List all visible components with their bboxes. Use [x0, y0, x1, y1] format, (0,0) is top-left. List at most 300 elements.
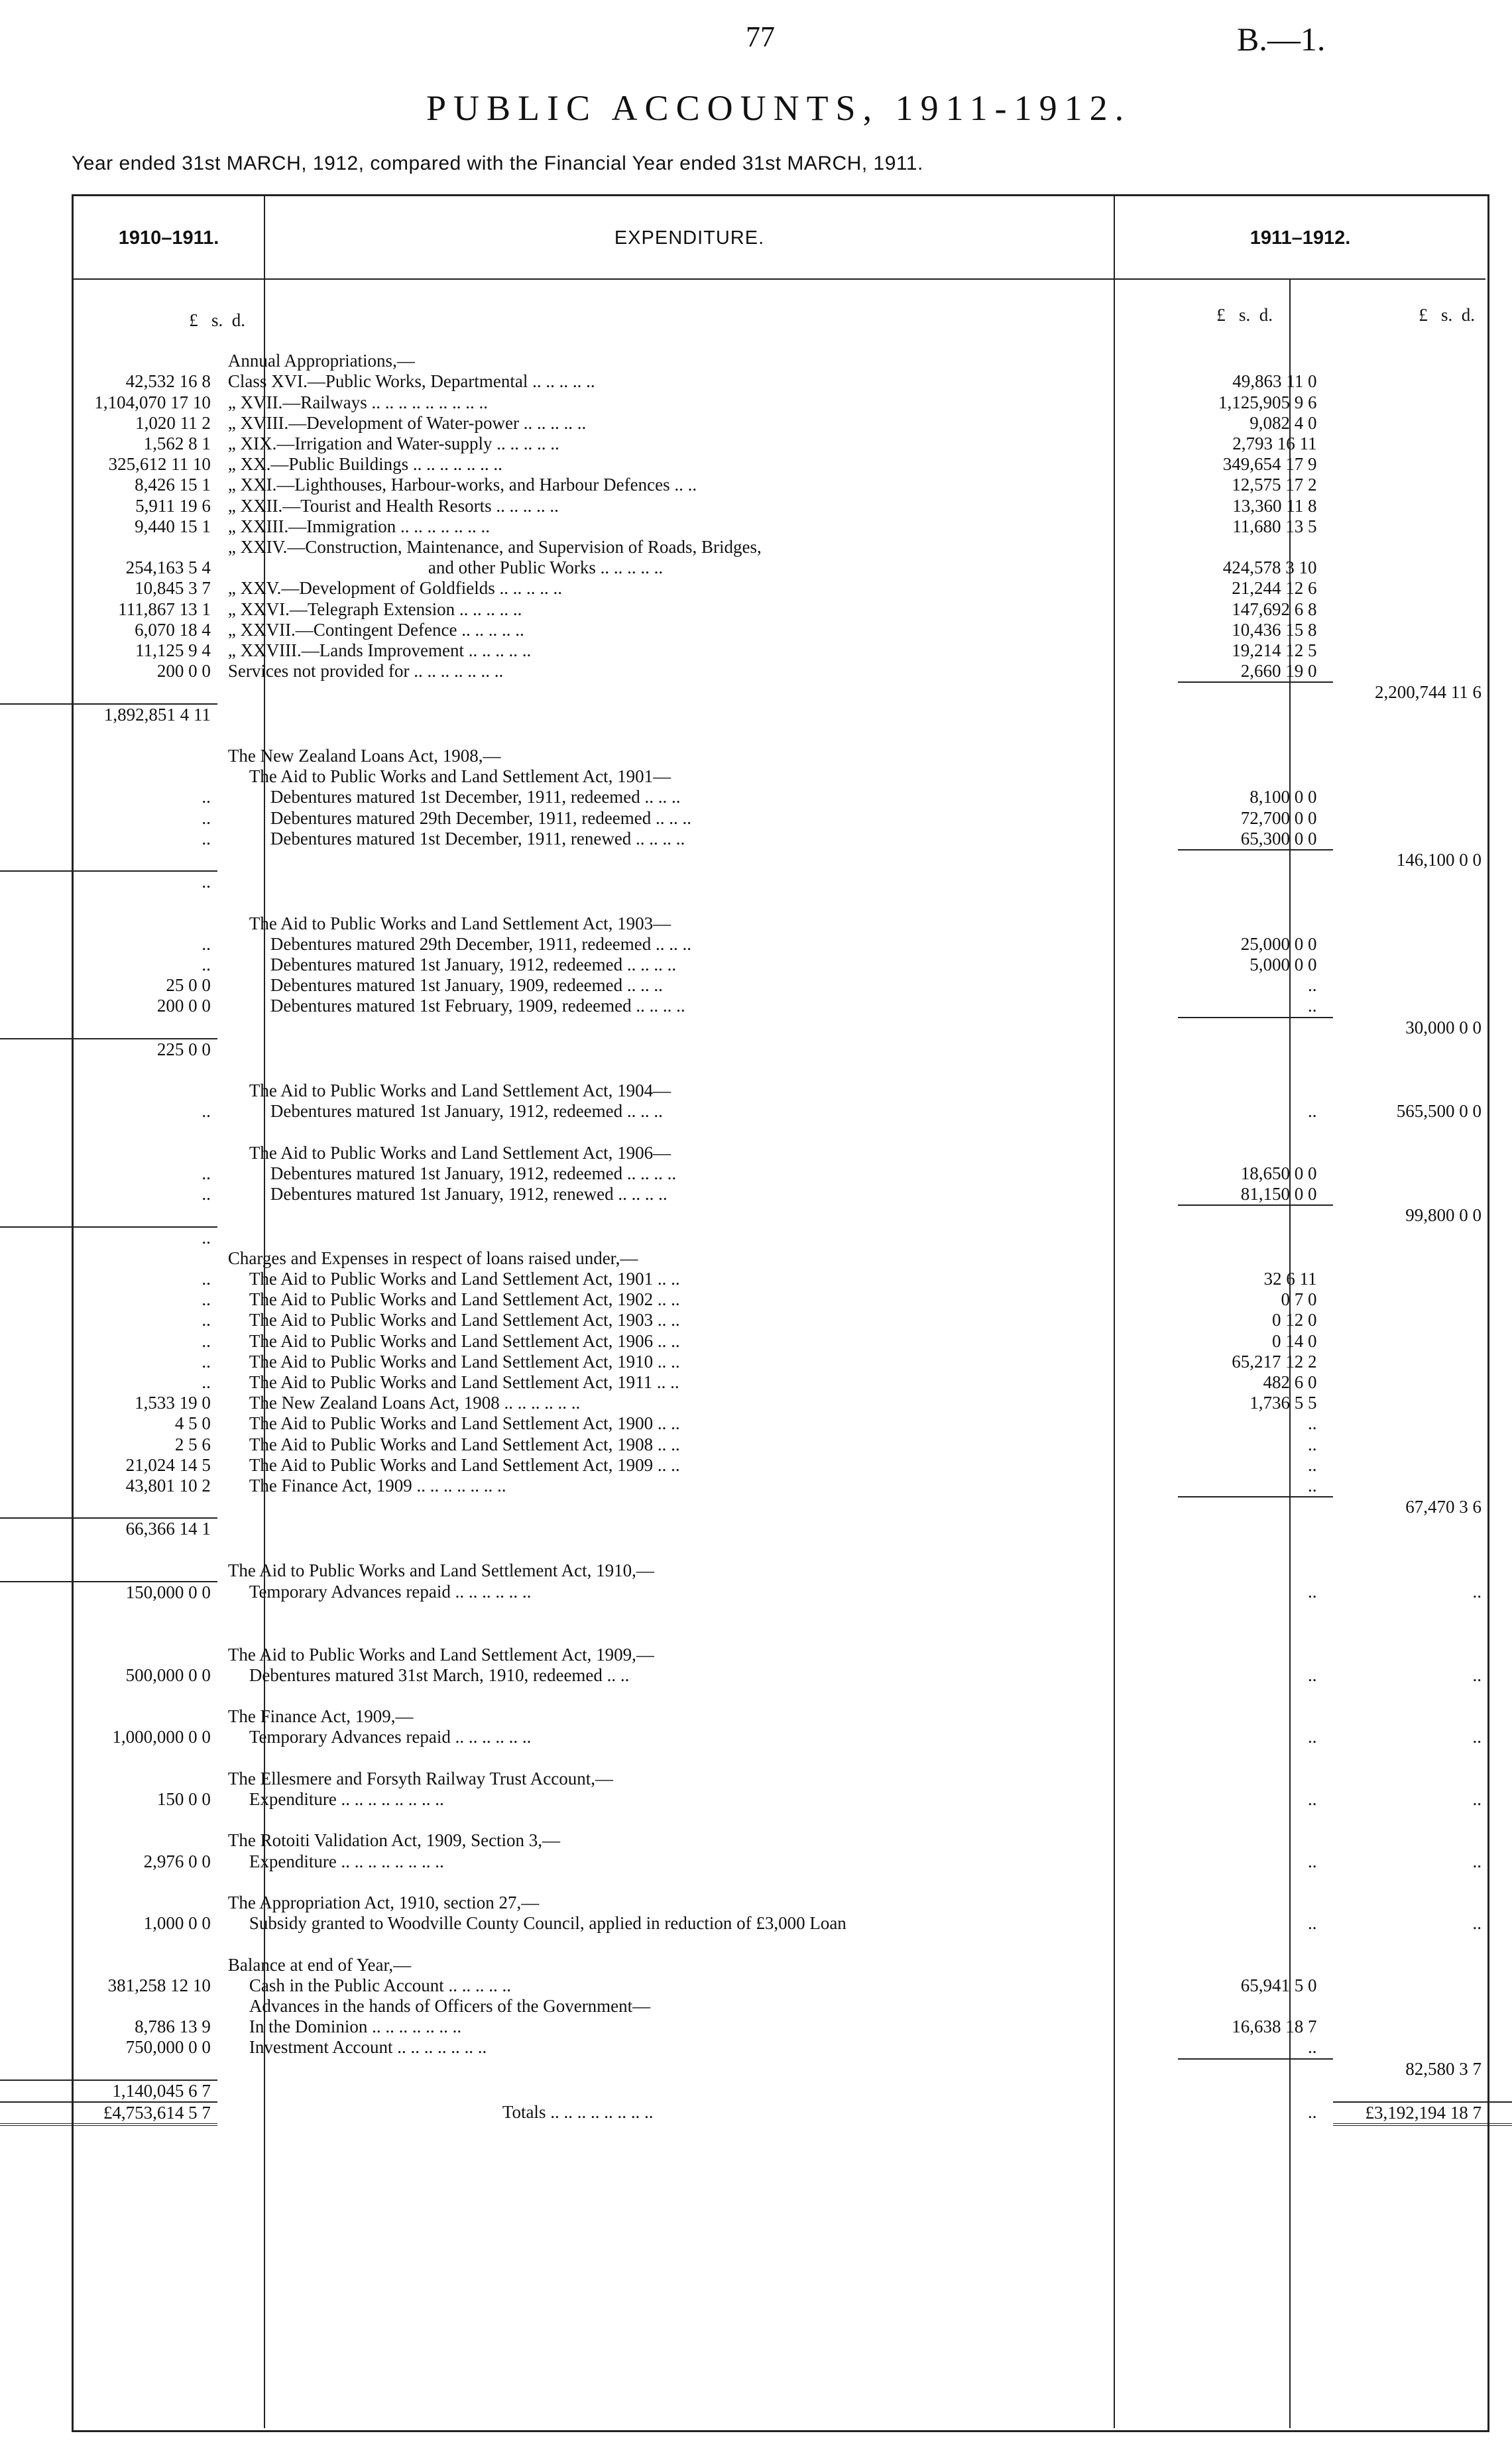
prev-year-amount: ..	[202, 1289, 211, 1310]
current-subtotal: 25,000 0 0	[1240, 933, 1317, 954]
expenditure-item: Debentures matured 1st January, 1912, redeemed .. .. .. ..	[270, 1163, 677, 1183]
current-total	[1333, 1122, 1512, 1143]
current-subtotal	[1178, 1081, 1332, 1101]
ledger-row	[0, 682, 1512, 703]
ledger-row	[0, 1830, 1512, 1851]
expenditure-item: The Finance Act, 1909 .. .. .. .. .. .. ..	[249, 1476, 506, 1496]
prev-year-amount	[0, 1872, 217, 1893]
current-subtotal: 21,244 12 6	[1232, 578, 1317, 599]
current-total	[1333, 599, 1512, 620]
prev-year-amount: 254,163 5 4	[125, 557, 211, 578]
current-subtotal	[1178, 2059, 1332, 2080]
current-subtotal: 2,793 16 11	[1232, 434, 1317, 453]
expenditure-item	[217, 1540, 1178, 1560]
prev-year-amount	[0, 1560, 217, 1582]
expenditure-item: Balance at end of Year,—	[227, 1954, 412, 1975]
prev-year-amount: £4,753,614 5 7	[0, 2102, 217, 2125]
prev-year-amount: ..	[202, 1372, 211, 1393]
ledger-row	[0, 1789, 1512, 1810]
current-subtotal: 11,680 13 5	[1232, 516, 1317, 536]
current-total	[1333, 557, 1512, 578]
current-total: ..	[1472, 1851, 1482, 1871]
expenditure-item: The Aid to Public Works and Land Settlement Act, 1910 .. ..	[249, 1351, 680, 1372]
prev-year-amount	[0, 746, 217, 766]
expenditure-item: Investment Account .. .. .. .. .. .. ..	[249, 2037, 487, 2058]
current-subtotal	[1178, 1497, 1332, 1518]
current-total	[1333, 1455, 1512, 1476]
prev-year-amount	[0, 1996, 217, 2017]
ledger-row	[0, 1934, 1512, 1954]
ledger-row	[0, 516, 1512, 537]
prev-year-amount: 5,911 19 6	[135, 495, 211, 516]
expenditure-item: Debentures matured 29th December, 1911, redeemed .. .. ..	[270, 933, 692, 954]
prev-year-amount: 1,562 8 1	[143, 434, 211, 453]
ledger-row	[0, 787, 1512, 807]
prev-year-amount: 1,000 0 0	[143, 1913, 211, 1934]
prev-year-amount: 9,440 15 1	[135, 516, 211, 536]
expenditure-item	[217, 704, 1178, 725]
current-total	[1333, 1603, 1512, 1623]
prev-year-amount: 11,125 9 4	[135, 640, 211, 661]
current-subtotal: ..	[1308, 1913, 1317, 1934]
expenditure-item: The Aid to Public Works and Land Settlement Act, 1906 .. ..	[249, 1330, 680, 1351]
ledger-row	[0, 661, 1512, 682]
prev-year-amount: ..	[202, 1163, 211, 1183]
prev-year-amount	[0, 1603, 217, 1623]
page-number: 77	[746, 21, 775, 53]
ledger-row	[0, 850, 1512, 871]
expenditure-item	[217, 1934, 1178, 1954]
prev-year-amount: 325,612 11 10	[108, 454, 211, 475]
expenditure-item: The Aid to Public Works and Land Settlement Act, 1903—	[249, 913, 671, 933]
current-subtotal: 81,150 0 0	[1240, 1184, 1317, 1204]
expenditure-item: The Aid to Public Works and Land Settlement Act, 1902 .. ..	[249, 1289, 680, 1310]
current-subtotal: 0 14 0	[1272, 1330, 1317, 1351]
current-total	[1333, 1934, 1512, 1954]
current-total: 146,100 0 0	[1396, 850, 1482, 870]
prev-year-amount: 10,845 3 7	[135, 578, 211, 599]
ledger-row	[0, 1727, 1512, 1747]
current-subtotal: 482 6 0	[1263, 1372, 1317, 1393]
prev-year-amount	[0, 1081, 217, 1101]
current-subtotal: ..	[1308, 1582, 1317, 1602]
ledger-row	[0, 1143, 1512, 1163]
current-total: 82,580 3 7	[1405, 2058, 1482, 2079]
current-total	[1333, 1686, 1512, 1706]
prev-year-amount: 1,000,000 0 0	[112, 1727, 211, 1747]
current-total	[1333, 1560, 1512, 1582]
current-total	[1333, 2037, 1512, 2058]
ledger-row	[0, 1913, 1512, 1934]
prev-year-amount	[0, 1623, 217, 1644]
current-total: £3,192,194 18 7	[1333, 2102, 1512, 2125]
prev-year-amount: 42,532 16 8	[125, 371, 211, 392]
ledger-row	[0, 496, 1512, 516]
ledger-row	[0, 996, 1512, 1017]
ledger-row	[0, 413, 1512, 434]
ledger-row	[0, 371, 1512, 392]
ledger-row	[0, 2037, 1512, 2058]
current-total: ..	[1472, 1582, 1482, 1602]
prev-year-amount	[0, 1769, 217, 1789]
expenditure-item: The Aid to Public Works and Land Settlement Act, 1901—	[249, 766, 671, 787]
expenditure-item: The Appropriation Act, 1910, section 27,—	[227, 1892, 540, 1912]
current-total	[1333, 746, 1512, 766]
ledger-row	[0, 2059, 1512, 2080]
current-total	[1333, 620, 1512, 640]
prev-year-amount: 43,801 10 2	[125, 1476, 211, 1496]
expenditure-item	[217, 2080, 1178, 2102]
current-total	[1333, 640, 1512, 661]
current-subtotal	[1178, 1227, 1332, 1248]
current-subtotal	[1178, 330, 1332, 351]
prev-year-amount	[0, 1955, 217, 1975]
prev-year-amount: 500,000 0 0	[125, 1665, 211, 1685]
current-subtotal	[1178, 1955, 1332, 1975]
prev-year-amount: 200 0 0	[156, 996, 211, 1016]
current-total	[1333, 975, 1512, 996]
page-subtitle: Year ended 31st MARCH, 1912, compared with the Financial Year ended 31st MARCH, 1911.	[72, 152, 923, 174]
expenditure-item: Annual Appropriations,—	[227, 351, 415, 371]
current-subtotal	[1178, 1893, 1332, 1913]
currency-header-prev: £ s. d.	[189, 310, 245, 330]
ledger-row	[0, 1665, 1512, 1686]
current-subtotal	[1178, 913, 1332, 934]
current-subtotal: 49,863 11 0	[1232, 371, 1317, 392]
ledger-row	[0, 1289, 1512, 1310]
current-subtotal	[1178, 1518, 1332, 1539]
current-subtotal	[1178, 1018, 1332, 1039]
prev-year-amount: 1,892,851 4 11	[0, 704, 217, 725]
current-total	[1333, 371, 1512, 392]
expenditure-item: Debentures matured 1st January, 1912, redeemed .. .. ..	[270, 1101, 663, 1122]
expenditure-item: The Ellesmere and Forsyth Railway Trust Account,—	[227, 1768, 614, 1788]
prev-year-amount: ..	[202, 1101, 211, 1122]
current-subtotal: 1,125,905 9 6	[1218, 392, 1317, 412]
current-subtotal: ..	[1308, 1851, 1317, 1871]
ledger-row	[0, 1540, 1512, 1560]
expenditure-item	[217, 1603, 1178, 1623]
prev-year-amount	[0, 1018, 217, 1039]
prev-year-amount: 1,104,070 17 10	[94, 392, 211, 412]
current-subtotal: 424,578 3 10	[1222, 557, 1317, 578]
expenditure-item: Cash in the Public Account .. .. .. .. ..	[249, 1975, 512, 1995]
current-total	[1333, 1352, 1512, 1372]
ledger-row	[0, 599, 1512, 620]
current-subtotal	[1178, 1748, 1332, 1769]
current-total	[1333, 1518, 1512, 1539]
current-total: 99,800 0 0	[1405, 1205, 1482, 1226]
current-subtotal	[1178, 1830, 1332, 1851]
prev-year-amount: ..	[202, 1310, 211, 1330]
current-total	[1333, 955, 1512, 975]
prev-year-amount: 381,258 12 10	[107, 1975, 211, 1995]
current-subtotal	[1178, 1934, 1332, 1954]
expenditure-item: Debentures matured 29th December, 1911, redeemed .. .. ..	[270, 807, 692, 828]
ledger-row	[0, 1352, 1512, 1372]
expenditure-item: In the Dominion .. .. .. .. .. .. ..	[249, 2017, 462, 2037]
prev-year-amount	[0, 1810, 217, 1830]
column-header-curr-year: 1911–1912.	[1250, 227, 1351, 249]
current-total	[1333, 1872, 1512, 1893]
expenditure-item	[217, 1205, 1178, 1226]
expenditure-item: Charges and Expenses in respect of loans raised under,—	[227, 1248, 638, 1268]
expenditure-item	[217, 1686, 1178, 1706]
prev-year-amount	[0, 351, 217, 371]
current-subtotal	[1178, 892, 1332, 913]
ledger-row	[0, 1955, 1512, 1975]
ledger-row	[0, 725, 1512, 746]
ledger-row	[0, 1018, 1512, 1039]
expenditure-item: „ XXVIII.—Lands Improvement .. .. .. .. ..	[227, 640, 532, 661]
prev-year-amount: ..	[0, 1227, 217, 1248]
prev-year-amount: 1,020 11 2	[135, 412, 211, 433]
ledger-row	[0, 578, 1512, 599]
expenditure-item: The Aid to Public Works and Land Settlement Act, 1911 .. ..	[249, 1372, 679, 1393]
prev-year-amount	[0, 1143, 217, 1163]
expenditure-item	[217, 892, 1178, 913]
current-total	[1333, 1955, 1512, 1975]
currency-header-sub: £ s. d.	[1216, 305, 1273, 325]
ledger-row	[0, 1603, 1512, 1623]
expenditure-item: The Finance Act, 1909,—	[227, 1706, 414, 1727]
expenditure-item: „ XXIII.—Immigration .. .. .. .. .. .. ..	[227, 516, 491, 536]
ledger-row	[0, 620, 1512, 640]
current-subtotal: 1,736 5 5	[1250, 1393, 1317, 1413]
prev-year-amount: ..	[202, 787, 211, 807]
expenditure-item: „ XXIV.—Construction, Maintenance, and Supervision of Roads, Bridges,	[227, 537, 762, 557]
expenditure-item: Debentures matured 1st December, 1911, redeemed .. .. ..	[270, 787, 681, 807]
current-subtotal	[1178, 766, 1332, 787]
prev-year-amount: 1,140,045 6 7	[0, 2080, 217, 2102]
expenditure-item: „ XXII.—Tourist and Health Resorts .. .. .. .. ..	[227, 495, 559, 516]
expenditure-item: „ XVII.—Railways .. .. .. .. .. .. .. .. ..	[227, 392, 489, 412]
current-subtotal: 65,217 12 2	[1232, 1351, 1317, 1372]
expenditure-item: Class XVI.—Public Works, Departmental .. .. .. .. ..	[227, 371, 595, 392]
current-total	[1333, 1248, 1512, 1269]
current-total	[1333, 475, 1512, 495]
current-total	[1333, 1310, 1512, 1330]
ledger-row	[0, 871, 1512, 892]
current-total	[1333, 1289, 1512, 1310]
prev-year-amount	[0, 1893, 217, 1913]
ledger-row	[0, 454, 1512, 475]
expenditure-item: The New Zealand Loans Act, 1908,—	[227, 746, 501, 766]
prev-year-amount	[0, 537, 217, 557]
expenditure-item: Advances in the hands of Officers of the Government—	[249, 1995, 651, 2016]
ledger-row	[0, 1872, 1512, 1893]
ledger-row	[0, 434, 1512, 454]
expenditure-item	[217, 1518, 1178, 1539]
expenditure-item	[217, 1748, 1178, 1769]
current-subtotal: 16,638 18 7	[1232, 2017, 1317, 2037]
current-subtotal	[1178, 1623, 1332, 1644]
ledger-row	[0, 1413, 1512, 1434]
ledger-row	[0, 1248, 1512, 1269]
ledger-row	[0, 1455, 1512, 1476]
ledger-row	[0, 1081, 1512, 1101]
prev-year-amount: 225 0 0	[0, 1039, 217, 1060]
expenditure-item: Debentures matured 1st January, 1912, redeemed .. .. .. ..	[270, 955, 677, 975]
expenditure-item	[217, 1623, 1178, 1644]
current-total	[1333, 1769, 1512, 1789]
prev-year-amount: 200 0 0	[156, 661, 211, 681]
current-subtotal: 19,214 12 5	[1232, 640, 1317, 661]
current-subtotal	[1178, 1645, 1332, 1665]
prev-year-amount: 4 5 0	[174, 1413, 211, 1434]
current-total	[1333, 871, 1512, 892]
prev-year-amount: 25 0 0	[166, 975, 211, 996]
expenditure-item: The Aid to Public Works and Land Settlement Act, 1903 .. ..	[249, 1310, 680, 1330]
column-header-expenditure: EXPENDITURE.	[614, 227, 765, 249]
current-total	[1333, 1143, 1512, 1163]
current-total	[1333, 725, 1512, 746]
current-subtotal: 2,660 19 0	[1240, 661, 1317, 681]
current-subtotal	[1178, 537, 1332, 557]
current-total	[1333, 516, 1512, 537]
ledger-row	[0, 1686, 1512, 1706]
current-total: ..	[1472, 1727, 1482, 1747]
expenditure-item: „ XXVI.—Telegraph Extension .. .. .. .. ..	[227, 599, 522, 619]
current-total	[1333, 1269, 1512, 1289]
current-subtotal: 9,082 4 0	[1250, 412, 1317, 433]
prev-year-amount	[0, 850, 217, 871]
current-total: 30,000 0 0	[1405, 1017, 1482, 1037]
current-total: 2,200,744 11 6	[1375, 682, 1482, 703]
current-subtotal: 0 12 0	[1272, 1310, 1317, 1330]
ledger-row	[0, 1163, 1512, 1184]
prev-year-amount: ..	[202, 1269, 211, 1289]
current-total	[1333, 1039, 1512, 1060]
current-subtotal	[1178, 1060, 1332, 1081]
expenditure-item	[217, 1060, 1178, 1081]
header-divider	[74, 278, 1485, 280]
prev-year-amount: 6,070 18 4	[135, 619, 211, 640]
current-total	[1333, 1893, 1512, 1913]
expenditure-item: The Aid to Public Works and Land Settlement Act, 1909,—	[227, 1644, 654, 1665]
ledger-row	[0, 2017, 1512, 2037]
expenditure-item: The Aid to Public Works and Land Settlement Act, 1909 .. ..	[249, 1454, 680, 1475]
expenditure-item: and other Public Works .. .. .. .. ..	[428, 557, 664, 578]
current-total	[1333, 330, 1512, 351]
prev-year-amount: 66,366 14 1	[0, 1518, 217, 1539]
expenditure-item: The Aid to Public Works and Land Settlement Act, 1904—	[249, 1081, 671, 1101]
prev-year-amount: 111,867 13 1	[118, 599, 211, 619]
ledger-row	[0, 1996, 1512, 2017]
prev-year-amount: ..	[202, 1351, 211, 1372]
ledger-row	[0, 892, 1512, 913]
prev-year-amount	[0, 1686, 217, 1706]
current-subtotal: ..	[1308, 1476, 1317, 1496]
current-total	[1333, 1540, 1512, 1560]
current-subtotal	[1178, 746, 1332, 766]
current-total	[1333, 1623, 1512, 1644]
current-subtotal	[1178, 1205, 1332, 1226]
current-total	[1333, 1435, 1512, 1455]
current-subtotal	[1178, 2080, 1332, 2102]
expenditure-item	[217, 850, 1178, 871]
current-total	[1333, 454, 1512, 475]
expenditure-item: The New Zealand Loans Act, 1908 .. .. .. .. .. ..	[249, 1393, 581, 1413]
current-subtotal: ..	[1308, 1788, 1317, 1809]
ledger-row	[0, 351, 1512, 371]
current-subtotal	[1178, 1686, 1332, 1706]
prev-year-amount	[0, 1497, 217, 1518]
current-subtotal	[1178, 1039, 1332, 1060]
current-total: ..	[1472, 1913, 1482, 1934]
prev-year-amount	[0, 1060, 217, 1081]
ledger-rows	[0, 330, 1512, 2126]
current-subtotal	[1178, 1706, 1332, 1727]
current-subtotal: 10,436 15 8	[1232, 619, 1317, 640]
expenditure-item	[217, 1872, 1178, 1893]
ledger-row	[0, 557, 1512, 578]
ledger-row	[0, 1101, 1512, 1122]
current-total	[1333, 1810, 1512, 1830]
current-subtotal	[1178, 850, 1332, 871]
prev-year-amount: ..	[202, 955, 211, 975]
current-subtotal: ..	[1308, 1101, 1317, 1122]
current-subtotal	[1178, 725, 1332, 746]
expenditure-item	[217, 725, 1178, 746]
current-total	[1333, 2017, 1512, 2037]
expenditure-item: Expenditure .. .. .. .. .. .. .. ..	[249, 1788, 444, 1809]
current-subtotal: 18,650 0 0	[1240, 1163, 1317, 1183]
prev-year-amount	[0, 766, 217, 787]
prev-year-amount	[0, 1706, 217, 1727]
ledger-row	[0, 1372, 1512, 1393]
ledger-row	[0, 766, 1512, 787]
current-subtotal: ..	[1308, 1454, 1317, 1475]
prev-year-amount: 2,976 0 0	[143, 1851, 211, 1871]
ledger-row	[0, 1769, 1512, 1789]
prev-year-amount: 150 0 0	[156, 1788, 211, 1809]
expenditure-item	[217, 1122, 1178, 1143]
expenditure-item: „ XX.—Public Buildings .. .. .. .. .. .. ..	[227, 454, 502, 475]
current-total	[1333, 1163, 1512, 1184]
current-subtotal: ..	[1308, 1413, 1317, 1434]
ledger-row	[0, 392, 1512, 413]
prev-year-amount	[0, 330, 217, 351]
prev-year-amount	[0, 1540, 217, 1560]
ledger-row	[0, 955, 1512, 975]
prev-year-amount: ..	[202, 1330, 211, 1351]
prev-year-amount	[0, 892, 217, 913]
current-total	[1333, 913, 1512, 934]
prev-year-amount	[0, 913, 217, 934]
ledger-row	[0, 1039, 1512, 1060]
ledger-row	[0, 1706, 1512, 1727]
current-total: 565,500 0 0	[1396, 1101, 1482, 1122]
expenditure-item	[217, 1227, 1178, 1248]
current-subtotal	[1178, 1810, 1332, 1830]
current-total	[1333, 892, 1512, 913]
current-subtotal: 32 6 11	[1263, 1269, 1317, 1289]
expenditure-item: The Aid to Public Works and Land Settlement Act, 1910,—	[227, 1560, 654, 1580]
current-total	[1333, 661, 1512, 682]
prev-year-amount	[0, 682, 217, 703]
ledger-row	[0, 1184, 1512, 1205]
current-subtotal	[1178, 1996, 1332, 2017]
expenditure-item	[217, 1497, 1178, 1518]
ledger-row	[0, 1269, 1512, 1289]
current-subtotal: ..	[1308, 1434, 1317, 1454]
expenditure-item: „ XIX.—Irrigation and Water-supply .. .. .. .. ..	[227, 434, 559, 453]
prev-year-amount	[0, 1205, 217, 1226]
current-total	[1333, 1331, 1512, 1352]
expenditure-item: Subsidy granted to Woodville County Council, applied in reduction of £3,000 Loan	[249, 1913, 846, 1934]
ledger-row	[0, 1122, 1512, 1143]
